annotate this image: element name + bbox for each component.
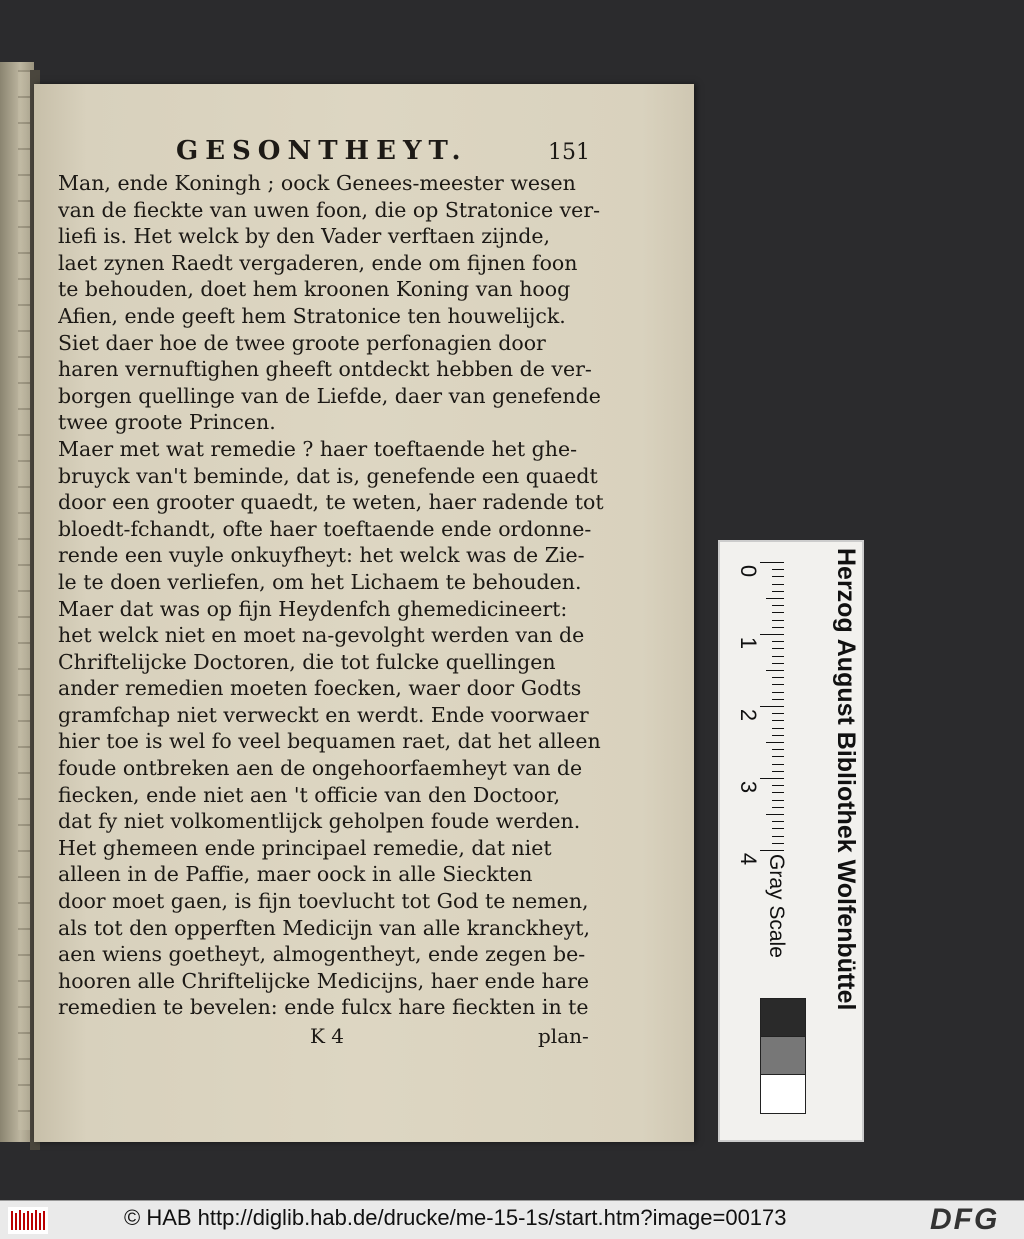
hab-logo-icon — [8, 1207, 48, 1234]
ruler-tick — [772, 627, 784, 628]
ruler-tick — [760, 778, 784, 779]
ruler-tick — [772, 792, 784, 793]
ruler-tick — [760, 562, 784, 563]
ruler-tick — [772, 735, 784, 736]
ruler-tick — [772, 648, 784, 649]
ruler-tick — [772, 699, 784, 700]
ruler-tick — [772, 591, 784, 592]
text-line: remedien te bevelen: ende fulcx hare fieckten in te — [58, 995, 589, 1020]
text-line: van de fieckte van uwen foon, die op Stratonice ver- — [58, 197, 601, 222]
ruler-tick — [766, 742, 784, 743]
color-ruler — [718, 540, 864, 1142]
ruler-tick — [772, 771, 784, 772]
ruler-tick — [772, 584, 784, 585]
ruler-number: 1 — [736, 636, 762, 650]
ruler-tick — [772, 605, 784, 606]
institution-label: Herzog August Bibliothek Wolfenbüttel — [832, 548, 860, 1011]
text-line: gramfchap niet verweckt en werdt. Ende voorwaer — [58, 702, 589, 727]
text-line: Siet daer hoe de twee groote perfonagien door — [58, 330, 546, 355]
ruler-tick — [760, 850, 784, 851]
text-line: hooren alle Chriftelijcke Medicijns, haer ende hare — [58, 968, 590, 993]
ruler-tick — [766, 814, 784, 815]
ruler-tick — [772, 807, 784, 808]
gray-scale-label: Gray Scale — [765, 854, 788, 958]
ruler-tick — [772, 641, 784, 642]
text-line: ander remedien moeten foecken, waer door Godts — [58, 676, 582, 701]
page-number: 151 — [548, 140, 590, 165]
running-head: GESONTHEYT. — [176, 136, 468, 166]
text-line: Chriftelijcke Doctoren, die tot fulcke quellingen — [58, 649, 556, 674]
text-line: fiecken, ende niet aen 't officie van den Doctoor, — [58, 782, 561, 807]
text-line: hier toe is wel fo veel bequamen raet, dat het alleen — [58, 729, 601, 754]
text-line: bruyck van't beminde, dat is, genefende een quaedt — [58, 463, 598, 488]
ruler-tick — [772, 656, 784, 657]
catchword: plan- — [538, 1024, 589, 1048]
ruler-number: 0 — [736, 564, 762, 578]
text-line: rende een vuyle onkuyfheyt: het welck was de Zie- — [58, 543, 585, 568]
text-line: dat fy niet volkomentlijck geholpen foude werden. — [58, 809, 581, 834]
ruler-tick — [772, 764, 784, 765]
ruler-tick — [772, 684, 784, 685]
text-line: aen wiens goetheyt, almogentheyt, ende zegen be- — [58, 942, 586, 967]
ruler-tick — [772, 663, 784, 664]
ruler-tick — [772, 620, 784, 621]
ruler-tick — [772, 828, 784, 829]
ruler-tick — [772, 785, 784, 786]
signature-mark: K 4 — [310, 1024, 345, 1048]
footer-bar — [0, 1200, 1024, 1239]
ruler-tick — [772, 720, 784, 721]
text-line: Maer met wat remedie ? haer toeftaende het ghe- — [58, 436, 578, 461]
ruler-tick — [772, 756, 784, 757]
ruler-tick — [760, 706, 784, 707]
text-line: le te doen verliefen, om het Lichaem te behouden. — [58, 569, 582, 594]
ruler-tick — [772, 728, 784, 729]
dfg-logo: DFG — [930, 1203, 1000, 1236]
ruler-tick — [772, 836, 784, 837]
ruler-tick — [772, 843, 784, 844]
text-line: Man, ende Koningh ; oock Genees-meester wesen — [58, 171, 576, 195]
ruler-tick — [766, 670, 784, 671]
text-line: foude ontbreken aen de ongehoorfaemheyt van de — [58, 756, 583, 781]
previous-page-text-fragments — [18, 70, 30, 1130]
ruler-tick — [772, 821, 784, 822]
ruler-tick — [772, 576, 784, 577]
text-line: Maer dat was op fijn Heydenfch ghemedicineert: — [58, 596, 568, 621]
text-line: door moet gaen, is fijn toevlucht tot God te nemen, — [58, 889, 589, 914]
text-line: Afien, ende geeft hem Stratonice ten houwelijck. — [58, 303, 566, 328]
page-text — [58, 170, 642, 1021]
ruler-tick — [772, 749, 784, 750]
text-line: het welck niet en moet na-gevolght werden van de — [58, 623, 585, 648]
text-line: door een grooter quaedt, te weten, haer radende tot — [58, 490, 604, 515]
text-line: als tot den opperften Medicijn van alle kranckheyt, — [58, 915, 590, 940]
ruler-tick — [766, 598, 784, 599]
ruler-tick — [772, 692, 784, 693]
text-line: liefi is. Het welck by den Vader verftaen zijnde, — [58, 224, 550, 249]
text-line: Het ghemeen ende principael remedie, dat niet — [58, 835, 552, 860]
text-line: alleen in de Paffie, maer oock in alle Sieckten — [58, 862, 533, 887]
text-line: laet zynen Raedt vergaderen, ende om fijnen foon — [58, 250, 578, 275]
text-line: te behouden, doet hem kroonen Koning van hoog — [58, 277, 571, 302]
ruler-number: 2 — [736, 708, 762, 722]
text-line: haren vernuftighen gheeft ontdeckt hebben de ver- — [58, 357, 592, 382]
permalink-text[interactable]: © HAB http://diglib.hab.de/drucke/me-15-1s/start.htm?image=00173 — [124, 1205, 787, 1230]
ruler-tick — [772, 569, 784, 570]
text-line: twee groote Princen. — [58, 410, 276, 435]
ruler-tick — [772, 612, 784, 613]
ruler-number: 4 — [736, 852, 762, 866]
ruler-tick — [760, 634, 784, 635]
text-line: borgen quellinge van de Liefde, daer van genefende — [58, 383, 601, 408]
page-footer-line — [310, 1024, 610, 1054]
text-line: bloedt-fchandt, ofte haer toeftaende ende ordonne- — [58, 516, 592, 541]
ruler-tick — [772, 800, 784, 801]
ruler-number: 3 — [736, 780, 762, 794]
ruler-tick — [772, 677, 784, 678]
ruler-tick — [772, 713, 784, 714]
